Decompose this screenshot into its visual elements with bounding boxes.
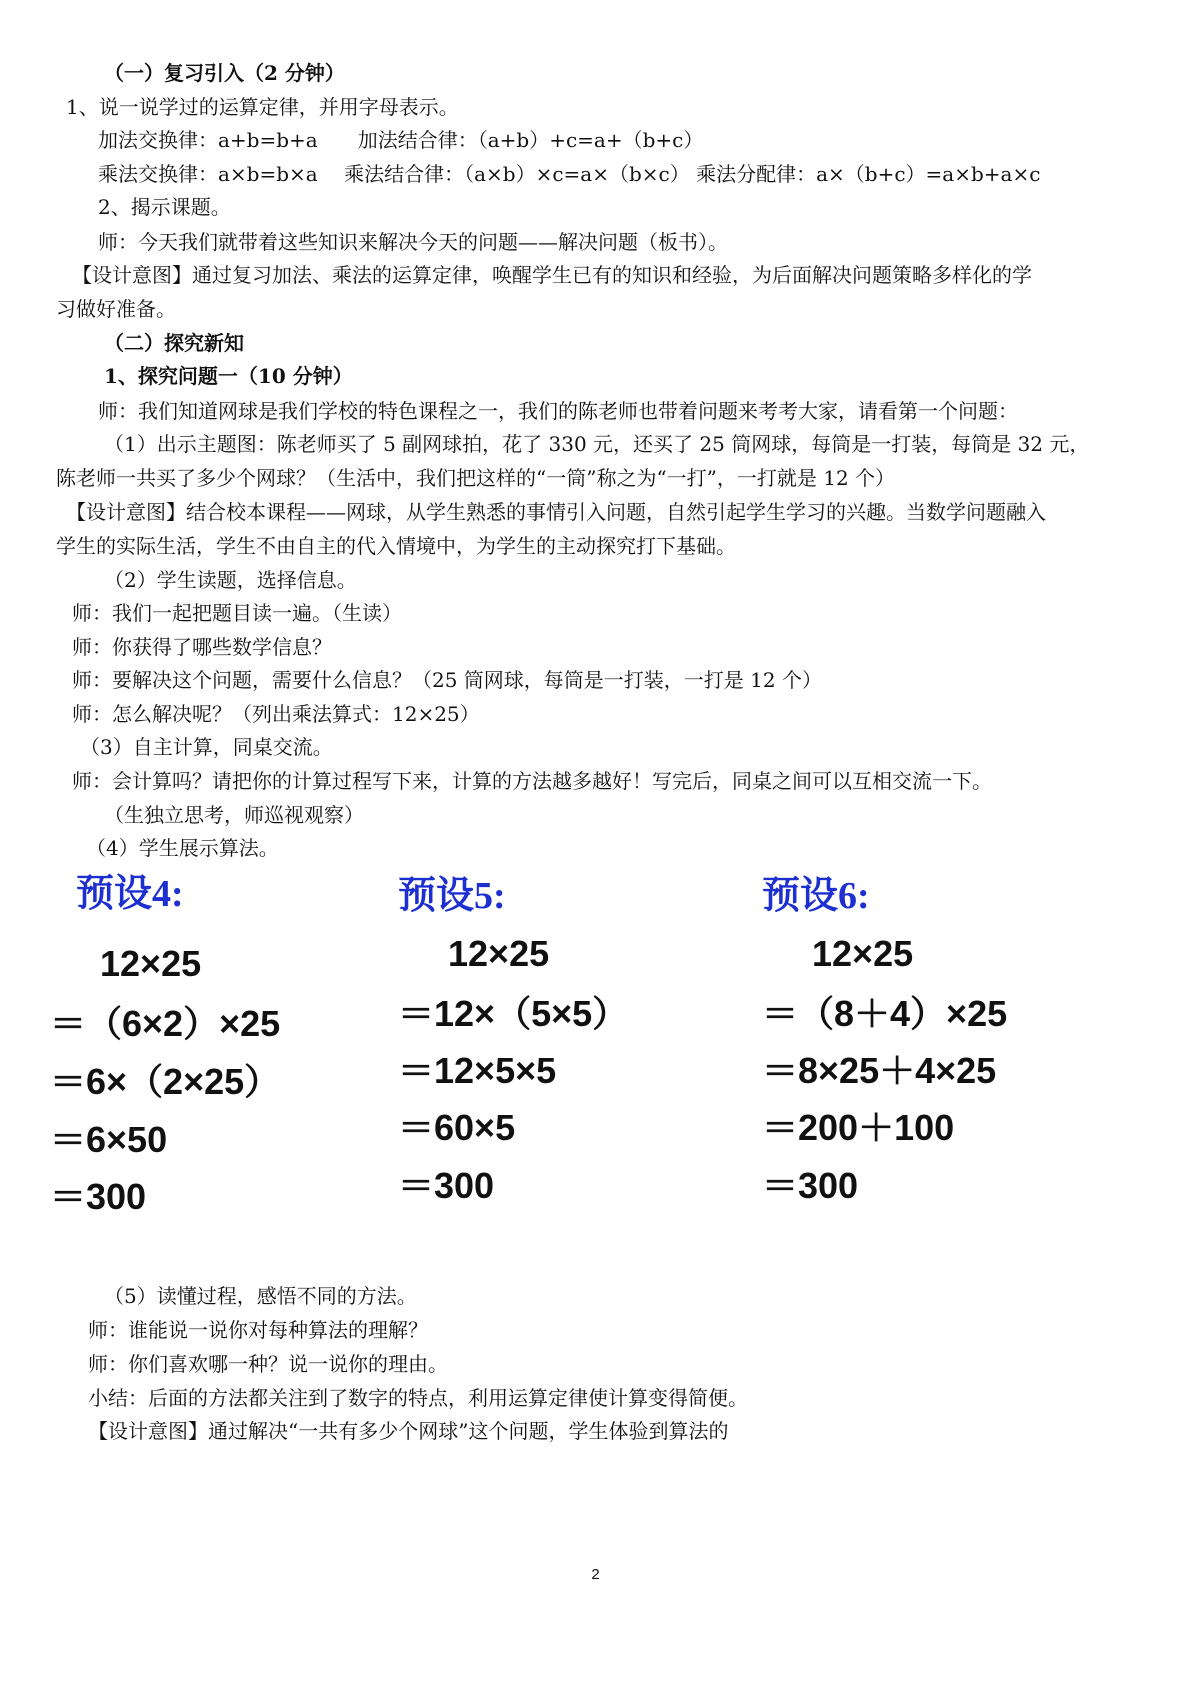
preset-4-step: ＝（6×2）×25 xyxy=(50,1003,281,1044)
paragraph-line: （4）学生展示算法。 xyxy=(86,836,279,860)
paragraph-line: （5）读懂过程，感悟不同的方法。 xyxy=(104,1284,417,1308)
preset-4-step: ＝300 xyxy=(50,1176,147,1217)
preset-6-step: ＝（8＋4）×25 xyxy=(762,993,1008,1034)
design-intent-3: 【设计意图】通过解决“一共有多少个网球”这个问题，学生体验到算法的 xyxy=(88,1419,729,1443)
preset-5-step: ＝12×5×5 xyxy=(398,1050,557,1091)
preset-6-step: 12×25 xyxy=(812,933,914,974)
preset-5-step: ＝12×（5×5） xyxy=(398,993,629,1034)
paragraph-line: （生独立思考，师巡视观察） xyxy=(104,803,364,827)
paragraph-line: 师：今天我们就带着这些知识来解决今天的问题——解决问题（板书）。 xyxy=(98,230,728,254)
paragraph-line: 师：你获得了哪些数学信息？ xyxy=(72,635,332,659)
section-heading-review: （一）复习引入（2 分钟） xyxy=(104,61,345,85)
preset-5-step: 12×25 xyxy=(448,933,550,974)
problem-statement-cont: 陈老师一共买了多少个网球？（生活中，我们把这样的“一筒”称之为“一打”，一打就是 12 个） xyxy=(56,466,896,490)
paragraph-line: 师：会计算吗？请把你的计算过程写下来，计算的方法越多越好！写完后，同桌之间可以互相交流一下。 xyxy=(72,769,992,793)
design-intent-2: 【设计意图】结合校本课程——网球，从学生熟悉的事情引入问题，自然引起学生学习的兴趣。当数学问题融入 xyxy=(66,500,1046,524)
preset-6-step: ＝8×25＋4×25 xyxy=(762,1050,997,1091)
paragraph-line: 师：我们一起把题目读一遍。（生读） xyxy=(72,601,402,625)
preset-4-step: ＝6×（2×25） xyxy=(50,1061,281,1102)
design-intent-1: 【设计意图】通过复习加法、乘法的运算定律，唤醒学生已有的知识和经验，为后面解决问题策略多样化的学 xyxy=(72,263,1032,287)
paragraph-line: 师：要解决这个问题，需要什么信息？（25 筒网球，每筒是一打装，一打是 12 个） xyxy=(72,668,822,692)
summary-line: 小结：后面的方法都关注到了数字的特点，利用运算定律使计算变得简便。 xyxy=(88,1386,748,1410)
preset-6-step: ＝200＋100 xyxy=(762,1107,955,1148)
paragraph-line: 师：怎么解决呢？（列出乘法算式：12×25） xyxy=(72,702,480,726)
paragraph-line: 2、揭示课题。 xyxy=(98,195,231,219)
preset-6-title: 预设6: xyxy=(762,875,870,917)
preset-5-step: ＝300 xyxy=(398,1165,495,1206)
section-heading-explore: （二）探究新知 xyxy=(104,331,244,355)
paragraph-line: （2）学生读题，选择信息。 xyxy=(104,568,357,592)
paragraph-line: 师：你们喜欢哪一种？说一说你的理由。 xyxy=(88,1352,448,1376)
preset-4-step: 12×25 xyxy=(100,943,202,984)
preset-5-step: ＝60×5 xyxy=(398,1107,516,1148)
page-number: 2 xyxy=(591,1566,600,1583)
design-intent-2-cont: 学生的实际生活，学生不由自主的代入情境中，为学生的主动探究打下基础。 xyxy=(56,534,736,558)
sub-heading-problem-1: 1、探究问题一（10 分钟） xyxy=(104,364,353,388)
preset-4-step: ＝6×50 xyxy=(50,1119,168,1160)
problem-statement: （1）出示主题图：陈老师买了 5 副网球拍，花了 330 元，还买了 25 筒网球，每筒是一打装，每筒是 32 元， xyxy=(104,432,1090,456)
preset-6-step: ＝300 xyxy=(762,1165,859,1206)
design-intent-1-cont: 习做好准备。 xyxy=(56,297,176,321)
paragraph-line: 师：我们知道网球是我们学校的特色课程之一，我们的陈老师也带着问题来考考大家，请看第一个问题： xyxy=(98,399,1018,423)
multiplication-laws: 乘法交换律：a×b=b×a 乘法结合律：（a×b）×c=a×（b×c） 乘法分配律：a×（b+c）=a×b+a×c xyxy=(98,162,1041,186)
addition-laws: 加法交换律：a+b=b+a 加法结合律：（a+b）+c=a+（b+c） xyxy=(98,128,704,152)
preset-5-title: 预设5: xyxy=(398,875,506,917)
paragraph-line: 师：谁能说一说你对每种算法的理解？ xyxy=(88,1318,428,1342)
preset-4-title: 预设4: xyxy=(76,873,184,915)
paragraph-line: （3）自主计算，同桌交流。 xyxy=(80,735,333,759)
paragraph-line: 1、说一说学过的运算定律，并用字母表示。 xyxy=(66,95,459,119)
